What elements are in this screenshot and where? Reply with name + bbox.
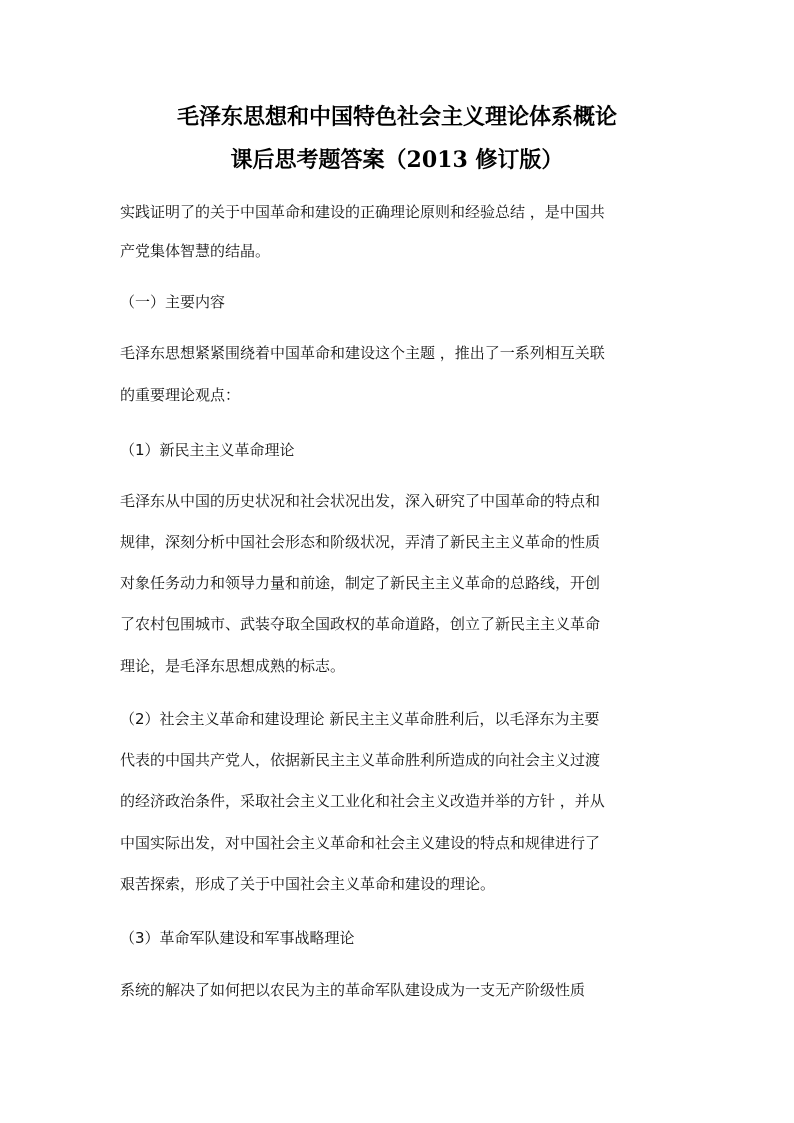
text-line: 产党集体智慧的结晶。 [120,242,271,260]
text-line: 规律，深刻分析中国社会形态和阶级状况，弄清了新民主主义革命的性质 [120,533,601,551]
text-line: 系统的解决了如何把以农民为主的革命军队建设成为一支无产阶级性质 [120,981,586,999]
subsection-heading: （1）新民主主义革命理论 [120,441,295,459]
text-line: 了农村包围城市、武装夺取全国政权的革命道路，创立了新民主主义革命 [120,615,601,633]
text-line: （2）社会主义革命和建设理论 新民主主义革命胜利后，以毛泽东为主要 [120,710,600,728]
text-line: 理论，是毛泽东思想成熟的标志。 [120,657,346,675]
document-subtitle: 课后思考题答案（2013 修订版） [230,147,564,173]
text-line: 对象任务动力和领导力量和前途，制定了新民主主义革命的总路线，开创 [120,574,601,592]
subsection-heading: （3）革命军队建设和军事战略理论 [120,929,355,947]
text-line: 毛泽东思想紧紧围绕着中国革命和建设这个主题 ，推出了一系列相互关联 [120,344,605,362]
text-line: 代表的中国共产党人，依据新民主主义革命胜利所造成的向社会主义过渡 [120,751,601,769]
text-line: 的经济政治条件，采取社会主义工业化和社会主义改造并举的方针 ，并从 [120,792,605,810]
section-heading: （一）主要内容 [120,293,226,311]
text-line: 毛泽东从中国的历史状况和社会状况出发，深入研究了中国革命的特点和 [120,492,601,510]
text-line: 实践证明了的关于中国革命和建设的正确理论原则和经验总结 ，是中国共 [120,203,605,221]
text-line: 的重要理论观点： [120,386,241,404]
text-line: 艰苦探索，形成了关于中国社会主义革命和建设的理论。 [120,875,496,893]
document-title: 毛泽东思想和中国特色社会主义理论体系概论 [176,104,617,130]
text-line: 中国实际出发，对中国社会主义革命和社会主义建设的特点和规律进行了 [120,834,601,852]
